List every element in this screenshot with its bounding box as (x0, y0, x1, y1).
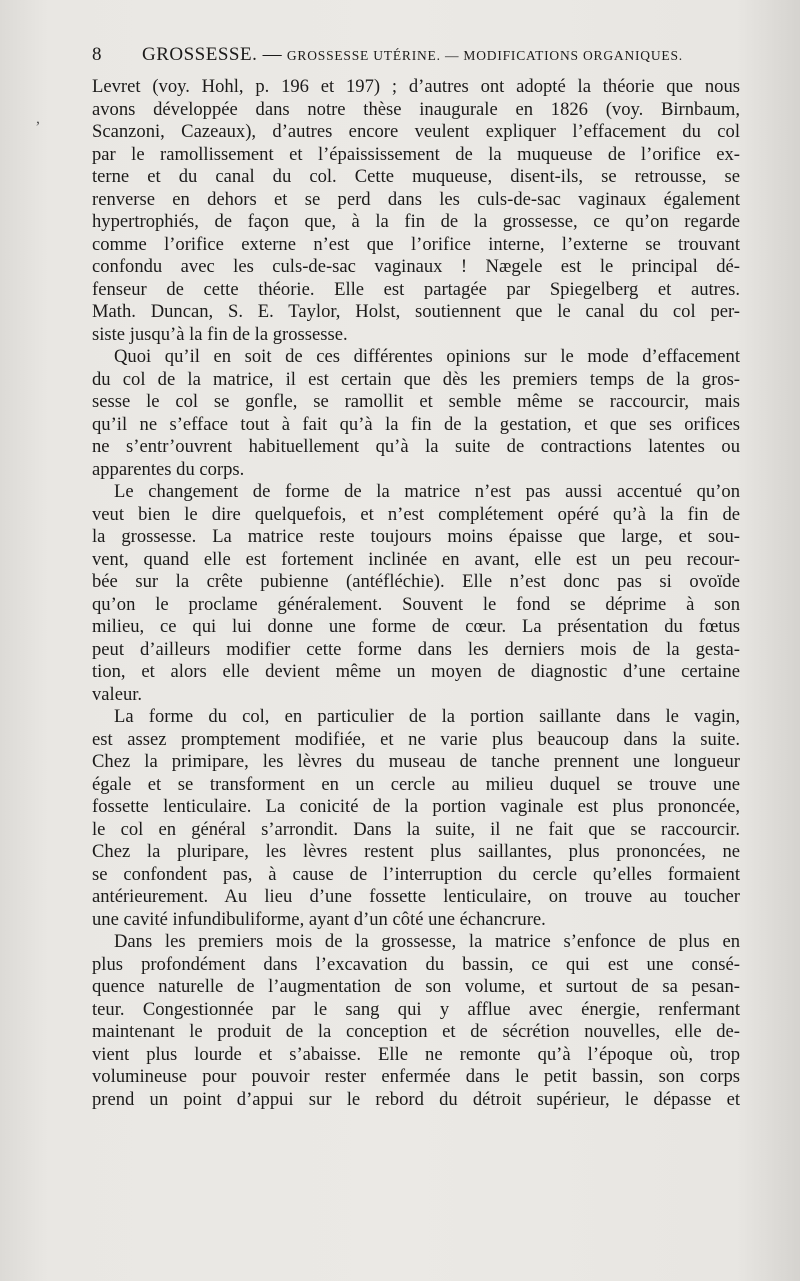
margin-speck: , (36, 110, 40, 127)
text-line: quence naturelle de l’augmentation de son volume, et surtout de sa pesan- (92, 976, 740, 997)
text-line: Chez la primipare, les lèvres du museau de tanche prennent une longueur (92, 751, 740, 772)
text-line: valeur. (92, 683, 143, 705)
running-subtitle: GROSSESSE UTÉRINE. — MODIFICATIONS ORGANIQUES. (286, 48, 683, 63)
text-line: la grossesse. La matrice reste toujours moins épaisse que large, et sou- (92, 526, 740, 547)
paragraph (92, 931, 740, 1111)
body-text (92, 76, 740, 1111)
paragraph (92, 346, 740, 481)
text-line: se confondent pas, à cause de l’interruption du cercle qu’elles formaient (92, 863, 740, 885)
text-line: une cavité infundibuliforme, ayant d’un côté une échancrure. (92, 908, 546, 930)
text-line: tion, et alors elle devient même un moyen de diagnostic d’une certaine (92, 661, 740, 682)
text-line: confondu avec les culs-de-sac vaginaux ! Nægele est le principal dé- (92, 256, 740, 277)
text-line: teur. Congestionnée par le sang qui y afflue avec énergie, renfermant (92, 998, 740, 1020)
text-line: veut bien le dire quelquefois, et n’est complétement opéré qu’à la fin de (92, 503, 740, 525)
paragraph (92, 481, 740, 706)
text-line: Quoi qu’il en soit de ces différentes opinions sur le mode d’effacement (114, 346, 740, 367)
text-line: Le changement de forme de la matrice n’est pas aussi accentué qu’on (114, 481, 740, 502)
text-line: le col en général s’arrondit. Dans la suite, il ne fait que se raccourcir. (92, 818, 740, 840)
text-line: antérieurement. Au lieu d’une fossette lenticulaire, on trouve au toucher (92, 886, 740, 907)
text-line: apparentes du corps. (92, 458, 245, 480)
text-line: est assez promptement modifiée, et ne varie plus beaucoup dans la suite. (92, 728, 740, 750)
text-line: Math. Duncan, S. E. Taylor, Holst, soutiennent que le canal du col per- (92, 301, 740, 322)
text-line: Dans les premiers mois de la grossesse, la matrice s’enfonce de plus en (114, 931, 740, 952)
text-line: Scanzoni, Cazeaux), d’autres encore veulent expliquer l’effacement du col (92, 121, 740, 142)
paragraph (92, 706, 740, 931)
text-line: fossette lenticulaire. La conicité de la portion vaginale est plus prononcée, (92, 796, 740, 817)
text-line: prend un point d’appui sur le rebord du détroit supérieur, le dépasse et (92, 1088, 740, 1110)
text-line: vient plus lourde et s’abaisse. Elle ne remonte qu’à l’époque où, trop (92, 1043, 740, 1065)
text-line: bée sur la crête pubienne (antéfléchie). Elle n’est donc pas si ovoïde (92, 571, 740, 592)
text-line: siste jusqu’à la fin de la grossesse. (92, 323, 348, 345)
text-line: qu’il ne s’efface tout à fait qu’à la fin de la gestation, et que ses orifices (92, 413, 740, 435)
page-number: 8 (92, 44, 102, 65)
text-line: égale et se transforment en un cercle au milieu duquel se trouve une (92, 773, 740, 795)
text-line: plus profondément dans l’excavation du bassin, ce qui est une consé- (92, 953, 740, 975)
text-line: terne et du canal du col. Cette muqueuse, disent-ils, se retrousse, se (92, 166, 740, 187)
text-line: hypertrophiés, de façon que, à la fin de la grossesse, ce qu’on regarde (92, 211, 740, 232)
text-line: sesse le col se gonfle, se ramollit et semble même se raccourcir, mais (92, 391, 740, 412)
text-line: qu’on le proclame généralement. Souvent le fond se déprime à son (92, 593, 740, 615)
text-line: peut d’ailleurs modifier cette forme dans les derniers mois de la gesta- (92, 638, 740, 660)
text-line: comme l’orifice externe n’est que l’orifice interne, l’externe se trouvant (92, 233, 740, 255)
text-line: volumineuse pour pouvoir rester enfermée dans le petit bassin, son corps (92, 1066, 740, 1087)
running-title: GROSSESSE. — (142, 44, 283, 65)
text-line: milieu, ce qui lui donne une forme de cœur. La présentation du fœtus (92, 616, 740, 637)
text-line: ne s’entr’ouvrent habituellement qu’à la suite de contractions latentes ou (92, 436, 740, 457)
text-line: du col de la matrice, il est certain que dès les premiers temps de la gros- (92, 368, 740, 390)
text-line: renverse en dehors et se perd dans les culs-de-sac vaginaux également (92, 188, 740, 210)
text-line: vent, quand elle est fortement inclinée en avant, elle est un peu recour- (92, 548, 740, 570)
text-line: fenseur de cette théorie. Elle est partagée par Spiegelberg et autres. (92, 278, 740, 300)
text-line: maintenant le produit de la conception et de sécrétion nouvelles, elle de- (92, 1021, 740, 1042)
text-line: Chez la pluripare, les lèvres restent plus saillantes, plus prononcées, ne (92, 841, 740, 862)
running-header (92, 38, 740, 72)
paragraph (92, 76, 740, 346)
text-line: Levret (voy. Hohl, p. 196 et 197) ; d’autres ont adopté la théorie que nous (92, 76, 740, 97)
text-line: par le ramollissement et l’épaississement de la muqueuse de l’orifice ex- (92, 143, 740, 165)
text-line: La forme du col, en particulier de la portion saillante dans le vagin, (114, 706, 740, 727)
text-line: avons développée dans notre thèse inaugurale en 1826 (voy. Birnbaum, (92, 98, 740, 120)
